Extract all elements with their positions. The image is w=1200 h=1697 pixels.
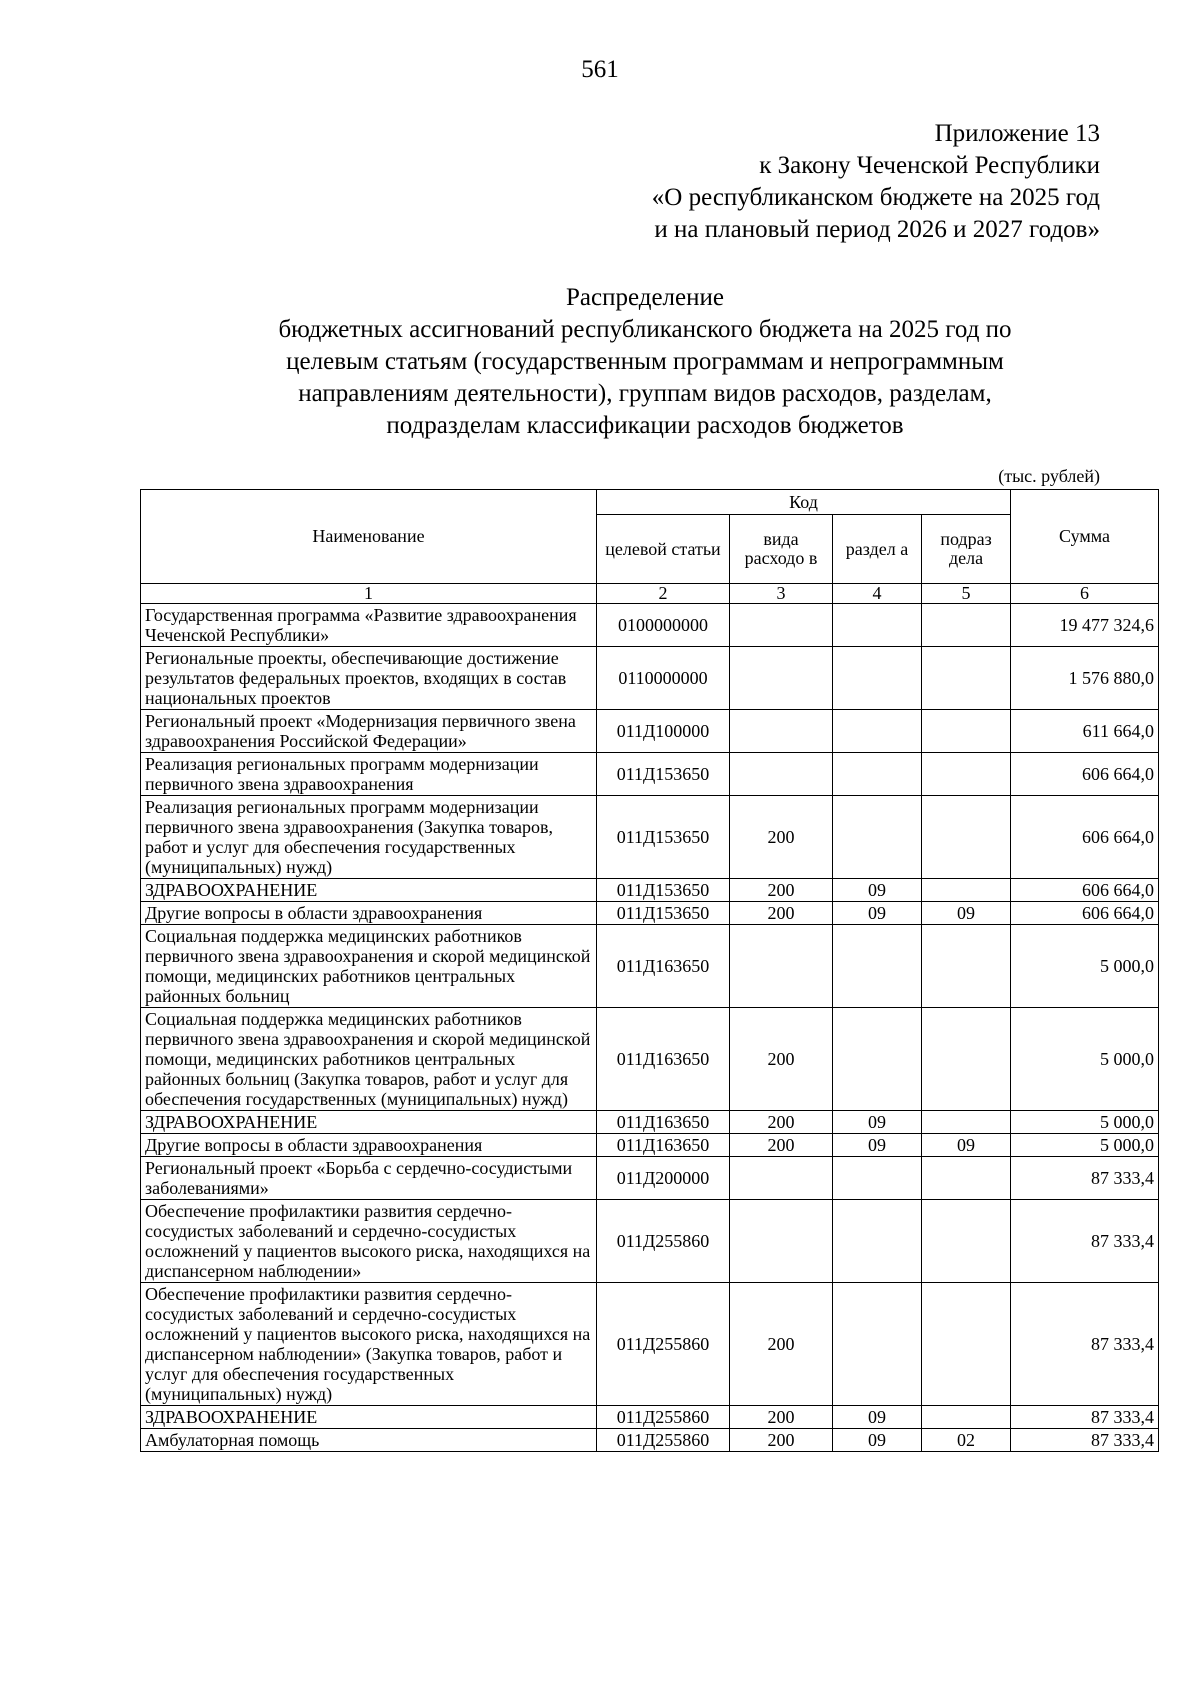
header-kind: вида расходо в [730, 515, 833, 584]
cell-name: Амбулаторная помощь [141, 1429, 597, 1452]
cell-sum: 606 664,0 [1011, 753, 1159, 796]
cell-section: 09 [833, 902, 922, 925]
cell-sum: 19 477 324,6 [1011, 604, 1159, 647]
table-row [141, 1406, 1159, 1429]
cell-sum: 1 576 880,0 [1011, 647, 1159, 710]
cell-section: 09 [833, 1111, 922, 1134]
cell-section [833, 604, 922, 647]
cell-section [833, 1008, 922, 1111]
column-number: 6 [1011, 584, 1159, 604]
cell-sum: 606 664,0 [1011, 879, 1159, 902]
cell-name: Обеспечение профилактики развития сердечно-сосудистых заболеваний и сердечно-сосудистых осложнений у пациентов высокого риска, находящихся на диспансерном наблюдении» [141, 1200, 597, 1283]
cell-target: 0100000000 [597, 604, 730, 647]
cell-kind: 200 [730, 1134, 833, 1157]
header-code: Код [597, 490, 1011, 515]
cell-target: 011Д200000 [597, 1157, 730, 1200]
cell-subsection [922, 1111, 1011, 1134]
cell-section: 09 [833, 1406, 922, 1429]
table-row [141, 902, 1159, 925]
appendix-line: «О республиканском бюджете на 2025 год [651, 184, 1100, 211]
cell-kind [730, 753, 833, 796]
cell-target: 011Д255860 [597, 1429, 730, 1452]
cell-subsection [922, 1406, 1011, 1429]
title-line: Распределение [566, 284, 724, 311]
cell-kind [730, 647, 833, 710]
column-number: 3 [730, 584, 833, 604]
cell-section [833, 1200, 922, 1283]
cell-subsection: 09 [922, 902, 1011, 925]
header-section: раздел а [833, 515, 922, 584]
cell-sum: 5 000,0 [1011, 925, 1159, 1008]
cell-name: Государственная программа «Развитие здравоохранения Чеченской Республики» [141, 604, 597, 647]
cell-target: 011Д163650 [597, 1111, 730, 1134]
cell-subsection [922, 710, 1011, 753]
cell-section [833, 647, 922, 710]
cell-target: 011Д153650 [597, 753, 730, 796]
budget-table [140, 489, 1159, 1452]
document-title [150, 282, 1140, 442]
cell-kind [730, 1157, 833, 1200]
cell-sum: 87 333,4 [1011, 1283, 1159, 1406]
appendix-heading [652, 118, 1100, 246]
cell-subsection [922, 1008, 1011, 1111]
cell-kind: 200 [730, 879, 833, 902]
table-row [141, 1200, 1159, 1283]
table-row [141, 1283, 1159, 1406]
header-sum: Сумма [1011, 490, 1159, 584]
cell-name: ЗДРАВООХРАНЕНИЕ [141, 1406, 597, 1429]
cell-name: Региональный проект «Борьба с сердечно-сосудистыми заболеваниями» [141, 1157, 597, 1200]
cell-section: 09 [833, 1134, 922, 1157]
units-label: (тыс. рублей) [998, 466, 1100, 486]
cell-name: Обеспечение профилактики развития сердечно-сосудистых заболеваний и сердечно-сосудистых осложнений у пациентов высокого риска, находящихся на диспансерном наблюдении» (Закупка товаров, работ и услуг для обеспечения государственных (муниципальных) нужд) [141, 1283, 597, 1406]
page-number: 561 [581, 56, 619, 83]
appendix-line: к Закону Чеченской Республики [759, 152, 1100, 179]
cell-kind [730, 710, 833, 753]
table-row [141, 1157, 1159, 1200]
cell-name: ЗДРАВООХРАНЕНИЕ [141, 1111, 597, 1134]
cell-name: Реализация региональных программ модернизации первичного звена здравоохранения (Закупка товаров, работ и услуг для обеспечения государственных (муниципальных) нужд) [141, 796, 597, 879]
cell-section [833, 1283, 922, 1406]
cell-name: Другие вопросы в области здравоохранения [141, 902, 597, 925]
cell-name: ЗДРАВООХРАНЕНИЕ [141, 879, 597, 902]
cell-target: 011Д100000 [597, 710, 730, 753]
title-line: подразделам классификации расходов бюджетов [386, 412, 904, 439]
cell-sum: 87 333,4 [1011, 1157, 1159, 1200]
appendix-line: и на плановый период 2026 и 2027 годов» [654, 216, 1100, 243]
column-number: 5 [922, 584, 1011, 604]
table-header-row [141, 490, 1159, 515]
cell-target: 011Д153650 [597, 796, 730, 879]
cell-section [833, 925, 922, 1008]
title-line: бюджетных ассигнований республиканского бюджета на 2025 год по [278, 316, 1012, 343]
table-row [141, 879, 1159, 902]
cell-name: Реализация региональных программ модернизации первичного звена здравоохранения [141, 753, 597, 796]
cell-kind [730, 925, 833, 1008]
table-row [141, 1134, 1159, 1157]
column-number: 1 [141, 584, 597, 604]
cell-kind: 200 [730, 902, 833, 925]
table-row [141, 1008, 1159, 1111]
cell-sum: 5 000,0 [1011, 1008, 1159, 1111]
cell-section [833, 710, 922, 753]
cell-subsection [922, 604, 1011, 647]
table-row [141, 1111, 1159, 1134]
cell-sum: 606 664,0 [1011, 902, 1159, 925]
column-number: 2 [597, 584, 730, 604]
cell-subsection [922, 753, 1011, 796]
appendix-line: Приложение 13 [934, 120, 1100, 147]
title-line: целевым статьям (государственным программам и непрограммным [286, 348, 1004, 375]
cell-kind: 200 [730, 1429, 833, 1452]
cell-target: 011Д255860 [597, 1406, 730, 1429]
cell-section [833, 1157, 922, 1200]
cell-subsection [922, 647, 1011, 710]
cell-target: 011Д163650 [597, 1134, 730, 1157]
cell-target: 011Д255860 [597, 1200, 730, 1283]
cell-subsection [922, 1157, 1011, 1200]
cell-kind: 200 [730, 1406, 833, 1429]
cell-kind: 200 [730, 796, 833, 879]
cell-target: 011Д163650 [597, 1008, 730, 1111]
cell-sum: 87 333,4 [1011, 1200, 1159, 1283]
cell-subsection [922, 925, 1011, 1008]
cell-subsection [922, 1200, 1011, 1283]
cell-kind [730, 604, 833, 647]
cell-target: 011Д163650 [597, 925, 730, 1008]
cell-sum: 87 333,4 [1011, 1429, 1159, 1452]
cell-target: 011Д255860 [597, 1283, 730, 1406]
table-row [141, 1429, 1159, 1452]
cell-kind [730, 1200, 833, 1283]
cell-target: 011Д153650 [597, 879, 730, 902]
cell-name: Социальная поддержка медицинских работников первичного звена здравоохранения и скорой медицинской помощи, медицинских работников центральных районных больниц [141, 925, 597, 1008]
table-row [141, 925, 1159, 1008]
cell-sum: 87 333,4 [1011, 1406, 1159, 1429]
table-row [141, 753, 1159, 796]
cell-subsection [922, 796, 1011, 879]
cell-sum: 5 000,0 [1011, 1111, 1159, 1134]
cell-kind: 200 [730, 1283, 833, 1406]
table-row [141, 710, 1159, 753]
column-numbers-row [141, 584, 1159, 604]
header-subsection: подраз дела [922, 515, 1011, 584]
table-row [141, 604, 1159, 647]
cell-subsection: 09 [922, 1134, 1011, 1157]
cell-target: 0110000000 [597, 647, 730, 710]
table-row [141, 647, 1159, 710]
table-row [141, 796, 1159, 879]
cell-name: Региональные проекты, обеспечивающие достижение результатов федеральных проектов, входящих в состав национальных проектов [141, 647, 597, 710]
cell-subsection [922, 1283, 1011, 1406]
cell-name: Другие вопросы в области здравоохранения [141, 1134, 597, 1157]
cell-name: Региональный проект «Модернизация первичного звена здравоохранения Российской Федерации» [141, 710, 597, 753]
cell-kind: 200 [730, 1008, 833, 1111]
cell-name: Социальная поддержка медицинских работников первичного звена здравоохранения и скорой медицинской помощи, медицинских работников центральных районных больниц (Закупка товаров, работ и услуг для обеспечения государственных (муниципальных) нужд) [141, 1008, 597, 1111]
column-number: 4 [833, 584, 922, 604]
header-name: Наименование [141, 490, 597, 584]
cell-section [833, 753, 922, 796]
title-line: направлениям деятельности), группам видов расходов, разделам, [298, 380, 992, 407]
cell-section: 09 [833, 1429, 922, 1452]
cell-subsection [922, 879, 1011, 902]
cell-sum: 611 664,0 [1011, 710, 1159, 753]
cell-section [833, 796, 922, 879]
cell-sum: 5 000,0 [1011, 1134, 1159, 1157]
cell-target: 011Д153650 [597, 902, 730, 925]
cell-section: 09 [833, 879, 922, 902]
cell-sum: 606 664,0 [1011, 796, 1159, 879]
header-target: целевой статьи [597, 515, 730, 584]
cell-subsection: 02 [922, 1429, 1011, 1452]
cell-kind: 200 [730, 1111, 833, 1134]
